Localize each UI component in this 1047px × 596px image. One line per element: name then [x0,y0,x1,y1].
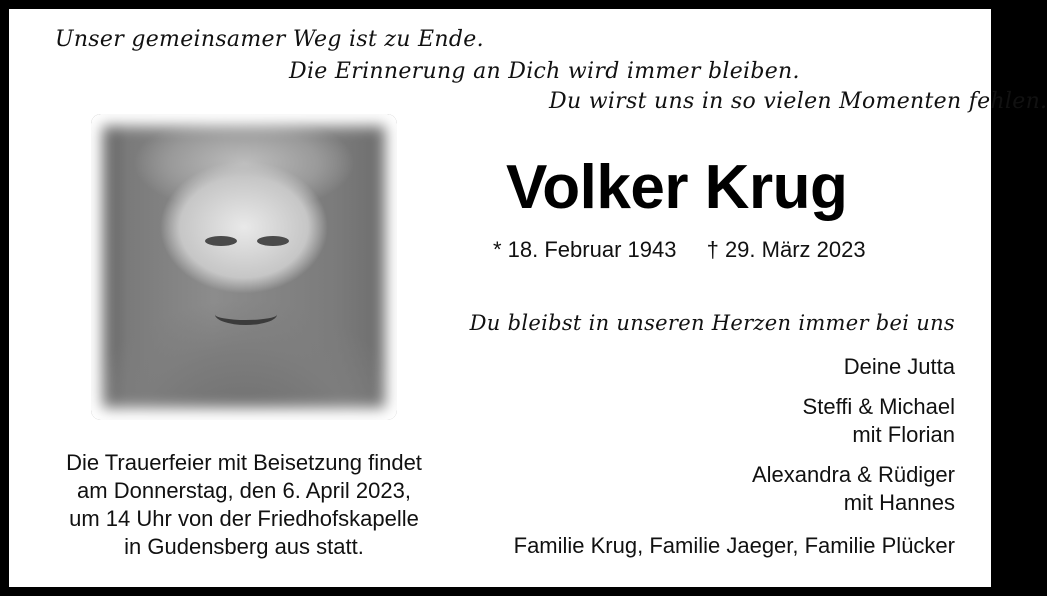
families-line: Familie Krug, Familie Jaeger, Familie Plücker [513,533,955,558]
service-line-4: in Gudensberg aus statt. [124,534,364,559]
verse-line-1: Unser gemeinsamer Weg ist zu Ende. [55,27,484,52]
smile [215,304,277,325]
obituary-card [9,9,1047,587]
mourner-jutta: Deine Jutta [843,354,955,379]
mourner-florian: mit Florian [852,422,955,447]
service-info [39,449,449,561]
verse-line-2: Die Erinnerung an Dich wird immer bleiben. [289,59,800,84]
service-line-2: am Donnerstag, den 6. April 2023, [77,478,411,503]
death-date: † 29. März 2023 [706,237,866,262]
life-dates [493,237,890,263]
eye-right [257,236,289,246]
mourner-alexandra-ruediger: Alexandra & Rüdiger [751,462,955,487]
mourner-families [514,532,955,560]
mourner-group-3 [752,461,955,517]
mourner-group-1 [844,353,955,381]
verse-line-3: Du wirst uns in so vielen Momenten fehlen. [549,89,1047,114]
mourners-tagline: Du bleibst in unseren Herzen immer bei uns [469,311,955,335]
eye-left [205,236,237,246]
service-line-1: Die Trauerfeier mit Beisetzung findet [66,450,422,475]
deceased-name: Volker Krug [506,153,848,222]
service-line-3: um 14 Uhr von der Friedhofskapelle [69,506,419,531]
mourner-steffi-michael: Steffi & Michael [802,394,955,419]
birth-date: * 18. Februar 1943 [493,237,677,262]
portrait-photo [91,114,397,420]
mourner-group-2 [803,393,955,449]
mourner-hannes: mit Hannes [843,490,955,515]
